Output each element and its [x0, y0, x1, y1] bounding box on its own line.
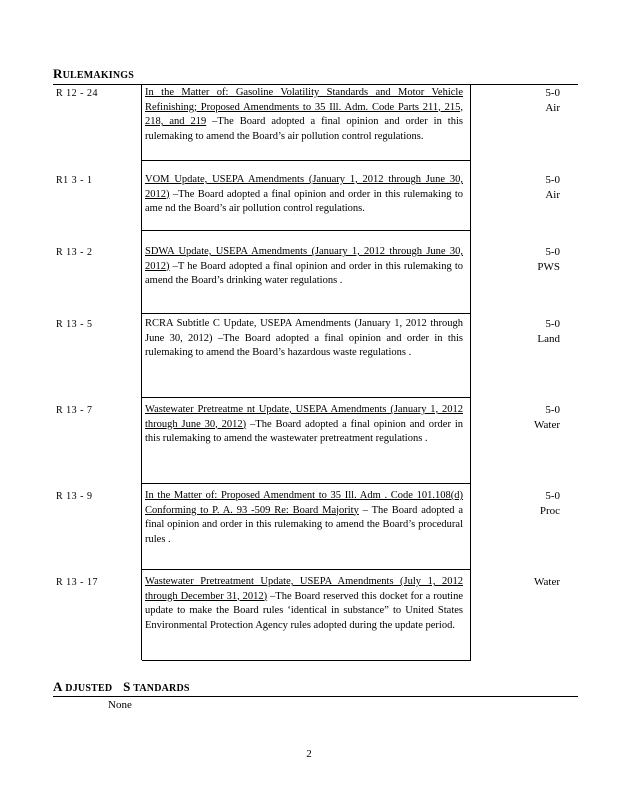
vote-count: 5-0	[545, 490, 560, 502]
table-left-divider	[141, 85, 142, 660]
vote-count: 5-0	[545, 318, 560, 330]
heading-rest: TANDARDS	[133, 683, 190, 694]
vote-category: Air	[545, 188, 560, 201]
rulemakings-heading-cap: R	[53, 66, 63, 81]
table-right-divider	[470, 85, 471, 660]
adjusted-standards-value: None	[108, 699, 132, 711]
docket-id: R 13 - 2	[56, 247, 93, 258]
rulemakings-heading	[53, 66, 134, 82]
heading-cap: S	[123, 679, 131, 694]
docket-description	[145, 173, 463, 217]
vote-cell	[500, 173, 560, 202]
row-divider	[142, 160, 471, 161]
vote-cell	[500, 489, 560, 518]
vote-count: 5-0	[545, 87, 560, 99]
row-divider	[142, 397, 471, 398]
docket-description	[145, 575, 463, 633]
row-divider	[142, 313, 471, 314]
docket-id: R1 3 - 1	[56, 175, 93, 186]
vote-count: 5-0	[545, 404, 560, 416]
rulemakings-top-rule	[53, 84, 578, 85]
page-number: 2	[306, 748, 312, 760]
docket-title: SDWA Update, USEPA Amendments (January 1, 2012 through June 30, 2012)	[145, 246, 463, 272]
vote-cell	[500, 403, 560, 432]
docket-body: –T he Board adopted a final opinion and order in this rulemaking to amend the Board’s drinking water regulations .	[145, 260, 463, 286]
docket-id: R 13 - 7	[56, 405, 93, 416]
docket-body: –The Board adopted a final opinion and order in this rulemaking to amend the Board’s air pollution control regulations.	[145, 116, 463, 142]
adjusted-standards-rule	[53, 696, 578, 697]
row-divider	[142, 569, 471, 570]
docket-title: Wastewater Pretreatme nt Update, USEPA Amendments (January 1, 2012 through June 30, 2012)	[145, 404, 463, 430]
docket-id: R 12 - 24	[56, 88, 98, 99]
docket-title: RCRA Subtitle C Update, USEPA Amendments (January 1, 2012 through June 30, 2012)	[145, 318, 463, 344]
docket-body: –The Board reserved this docket for a routine update to make the Board rules ‘identical in substance” to United States Environmental Protection Agency rules adopted during the update period.	[145, 590, 463, 631]
vote-cell	[500, 317, 560, 346]
docket-description	[145, 317, 463, 361]
docket-title: VOM Update, USEPA Amendments (January 1, 2012 through June 30, 2012)	[145, 174, 463, 200]
docket-description	[145, 403, 463, 447]
vote-cell	[500, 245, 560, 274]
vote-category: PWS	[537, 260, 560, 273]
docket-description	[145, 86, 463, 144]
docket-title: In the Matter of: Gasoline Volatility Standards and Motor Vehicle Refinishing; Proposed Amendments to 35 Ill. Adm. Code Parts 211, 215, 218, and 219	[145, 87, 463, 127]
heading-cap: A	[53, 679, 63, 694]
vote-count: 5-0	[545, 174, 560, 186]
docket-id: R 13 - 17	[56, 577, 98, 588]
vote-category: Air	[545, 101, 560, 114]
docket-body: –The Board adopted a final opinion and order in this rulemaking to ame nd the Board’s air pollution control regulations.	[145, 188, 463, 214]
docket-id: R 13 - 9	[56, 491, 93, 502]
docket-body: –The Board adopted a final opinion and order in this rulemaking to amend the wastewater pretreatment regulations .	[145, 418, 463, 444]
vote-category: Water	[534, 418, 560, 431]
vote-category: Land	[537, 332, 560, 345]
docket-body: – The Board adopted a final opinion and order in this rulemaking to amend the Board’s procedural rules .	[145, 504, 463, 545]
table-bottom-rule	[142, 660, 471, 661]
docket-title: Wastewater Pretreatment Update, USEPA Amendments (July 1, 2012 through December 31, 2012)	[145, 576, 463, 602]
row-divider	[142, 230, 471, 231]
vote-cell	[500, 86, 560, 115]
docket-title: In the Matter of: Proposed Amendment to 35 Ill. Adm . Code 101.108(d) Conforming to P. A. 93 -509 Re: Board Majority	[145, 490, 463, 516]
docket-description	[145, 245, 463, 289]
row-divider	[142, 483, 471, 484]
rulemakings-heading-rest: ULEMAKINGS	[62, 70, 135, 81]
docket-description	[145, 489, 463, 547]
vote-category: Proc	[539, 504, 560, 517]
docket-body: –The Board adopted a final opinion and order in this rulemaking to amend the Board’s hazardous waste regulations .	[145, 332, 463, 358]
vote-count: 5-0	[545, 246, 560, 258]
adjusted-standards-heading	[53, 679, 190, 695]
vote-category: Water	[534, 576, 560, 588]
heading-rest: DJUSTED	[65, 683, 113, 694]
docket-id: R 13 - 5	[56, 319, 93, 330]
vote-cell	[500, 575, 560, 590]
